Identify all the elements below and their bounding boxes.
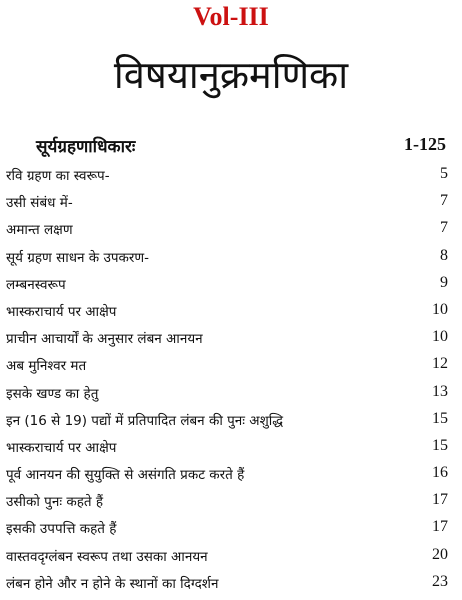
toc-entry (0, 545, 462, 572)
toc-entry (0, 463, 462, 490)
toc-entry-title: लंबन होने और न होने के स्थानों का दिग्दर्शन (6, 575, 219, 592)
page-title: विषयानुक्रमणिका (113, 53, 349, 97)
toc-entry-page: 10 (432, 300, 448, 318)
toc-entry-page: 9 (440, 273, 448, 291)
toc-entry-page: 15 (432, 436, 448, 454)
toc-entry (0, 490, 462, 517)
toc-entry (0, 517, 462, 544)
toc-entry-page: 12 (432, 355, 448, 373)
toc-entry-title: अमान्त लक्षण (6, 222, 73, 239)
toc-entry (0, 436, 462, 463)
toc-entry (0, 572, 462, 599)
toc-entry-page: 17 (432, 491, 448, 509)
toc-entry (0, 218, 462, 245)
toc-entry-title: इसके खण्ड का हेतु (6, 385, 99, 402)
toc-entry-title: रवि ग्रहण का स्वरूप- (6, 168, 110, 184)
toc-entry-page: 16 (432, 464, 448, 482)
toc-entry-page: 15 (432, 409, 448, 427)
table-of-contents (0, 164, 462, 599)
toc-entry (0, 273, 462, 300)
volume-label: Vol-III (193, 2, 269, 31)
toc-entry-page: 20 (432, 545, 448, 563)
toc-entry-title: उसी संबंध में- (6, 195, 73, 212)
toc-entry-page: 23 (432, 572, 448, 590)
toc-entry-title: प्राचीन आचार्यों के अनुसार लंबन आनयन (6, 331, 203, 348)
section-title: सूर्यग्रहणाधिकारः (36, 137, 136, 157)
section-header (0, 134, 462, 158)
toc-entry-page: 17 (432, 518, 448, 536)
toc-entry (0, 354, 462, 381)
toc-entry (0, 409, 462, 436)
toc-entry-title: भास्कराचार्य पर आक्षेप (6, 439, 117, 456)
toc-entry-page: 10 (432, 328, 448, 346)
toc-entry-title: लम्बनस्वरूप (6, 276, 66, 293)
toc-entry (0, 246, 462, 273)
toc-entry-title: इन (16 से 19) पद्यों में प्रतिपादित लंबन की पुनः अशुद्धि (6, 412, 284, 429)
toc-entry (0, 327, 462, 354)
toc-entry (0, 382, 462, 409)
toc-entry-title: उसीको पुनः कहते हैं (6, 494, 104, 511)
toc-entry (0, 164, 462, 191)
toc-entry-page: 7 (440, 219, 448, 237)
toc-entry (0, 191, 462, 218)
toc-entry-page: 5 (440, 165, 448, 182)
toc-entry-title: अब मुनिश्वर मत (6, 358, 87, 375)
toc-entry-title: पूर्व आनयन की सुयुक्ति से असंगति प्रकट करते हैं (6, 467, 245, 484)
toc-entry-page: 13 (432, 382, 448, 400)
toc-entry (0, 300, 462, 327)
toc-entry-title: सूर्य ग्रहण साधन के उपकरण- (6, 249, 150, 266)
toc-entry-page: 8 (440, 246, 448, 264)
toc-entry-title: वास्तवदृग्लंबन स्वरूप तथा उसका आनयन (6, 548, 208, 565)
toc-entry-title: भास्कराचार्य पर आक्षेप (6, 303, 117, 320)
toc-entry-page: 7 (440, 192, 448, 210)
toc-entry-title: इसकी उपपत्ति कहते हैं (6, 521, 117, 538)
section-page-range: 1-125 (404, 134, 446, 154)
